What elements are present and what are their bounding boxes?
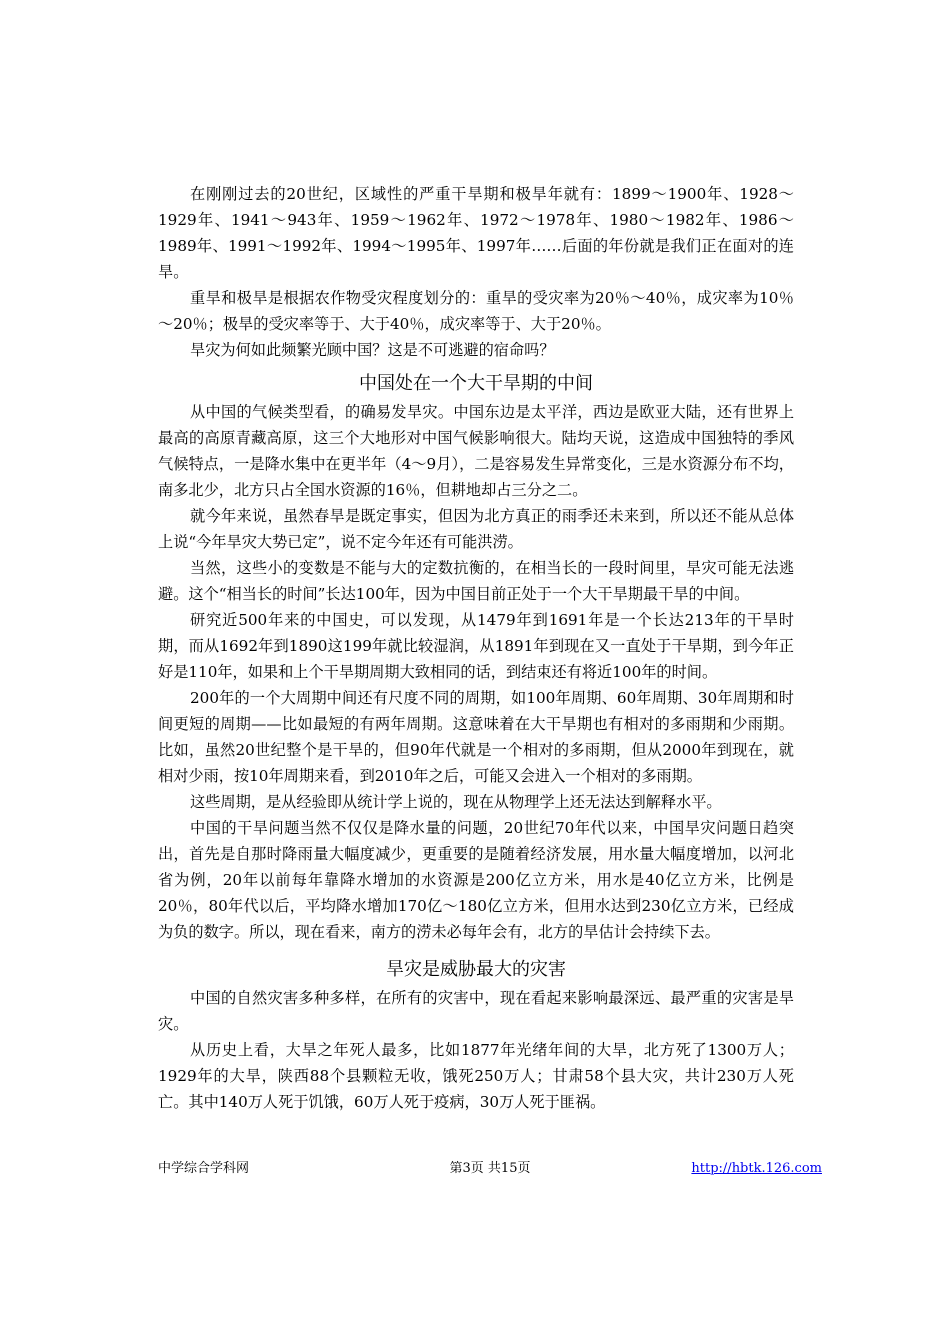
paragraph: 这些周期，是从经验即从统计学上说的，现在从物理学上还无法达到解释水平。 xyxy=(190,793,722,811)
footer-url-link[interactable]: http://hbtk.126.com xyxy=(691,1161,822,1176)
paragraph: 中国的自然灾害多种多样，在所有的灾害中，现在看起来影响最深远、最严重的灾害是旱灾。 xyxy=(158,989,794,1033)
page-footer xyxy=(158,1159,822,1179)
paragraph: 就今年来说，虽然春旱是既定事实，但因为北方真正的雨季还未来到，所以还不能从总体上说“今年旱灾大势已定”，说不定今年还有可能洪涝。 xyxy=(158,507,794,551)
section-heading: 旱灾是威胁最大的灾害 xyxy=(386,959,566,980)
section-heading: 中国处在一个大干旱期的中间 xyxy=(359,373,593,394)
footer-site-name: 中学综合学科网 xyxy=(158,1161,250,1176)
article-body xyxy=(158,181,794,1115)
paragraph: 中国的干旱问题当然不仅仅是降水量的问题，20世纪70年代以来，中国旱灾问题日趋突出，首先是自那时降雨量大幅度减少，更重要的是随着经济发展，用水量大幅度增加，以河北省为例，20年以前每年靠降水增加的水资源是200亿立方米，用水是40亿立方米，比例是20％，80年代以后，平均降水增加170亿～180亿立方米，但用水达到230亿立方米，已经成为负的数字。所以，现在看来，南方的涝未必每年会有，北方的旱估计会持续下去。 xyxy=(158,819,794,941)
paragraph: 当然，这些小的变数是不能与大的定数抗衡的，在相当长的一段时间里，旱灾可能无法逃避。这个“相当长的时间”长达100年，因为中国目前正处于一个大干旱期最干旱的中间。 xyxy=(158,559,794,603)
paragraph: 200年的一个大周期中间还有尺度不同的周期，如100年周期、60年周期、30年周期和时间更短的周期——比如最短的有两年周期。这意味着在大干旱期也有相对的多雨期和少雨期。比如，虽然20世纪整个是干旱的，但90年代就是一个相对的多雨期，但从2000年到现在，就相对少雨，按10年周期来看，到2010年之后，可能又会进入一个相对的多雨期。 xyxy=(158,689,794,785)
paragraph: 从历史上看，大旱之年死人最多，比如1877年光绪年间的大旱，北方死了1300万人；1929年的大旱，陕西88个县颗粒无收，饿死250万人；甘肃58个县大灾，共计230万人死亡。其中140万人死于饥饿，60万人死于疫病，30万人死于匪祸。 xyxy=(158,1041,794,1111)
paragraph: 重旱和极旱是根据农作物受灾程度划分的：重旱的受灾率为20％～40％，成灾率为10％～20％；极旱的受灾率等于、大于40％，成灾率等于、大于20％。 xyxy=(158,289,794,333)
footer-page-number: 第3页 共15页 xyxy=(449,1161,531,1176)
paragraph: 研究近500年来的中国史，可以发现，从1479年到1691年是一个长达213年的干旱时期，而从1692年到1890这199年就比较湿润，从1891年到现在又一直处于干旱期，到今年正好是110年，如果和上个干旱期周期大致相同的话，到结束还有将近100年的时间。 xyxy=(158,611,794,681)
paragraph: 在刚刚过去的20世纪，区域性的严重干旱期和极旱年就有：1899～1900年、1928～1929年、1941～943年、1959～1962年、1972～1978年、1980～1982年、1986～1989年、1991～1992年、1994～1995年、1997年……后面的年份就是我们正在面对的连旱。 xyxy=(158,185,794,281)
paragraph: 从中国的气候类型看，的确易发旱灾。中国东边是太平洋，西边是欧亚大陆，还有世界上最高的高原青藏高原，这三个大地形对中国气候影响很大。陆均天说，这造成中国独特的季风气候特点，一是降水集中在更半年（4～9月），二是容易发生异常变化，三是水资源分布不均，南多北少，北方只占全国水资源的16％，但耕地却占三分之二。 xyxy=(158,403,794,499)
paragraph: 旱灾为何如此频繁光顾中国？这是不可逃避的宿命吗？ xyxy=(190,341,555,359)
